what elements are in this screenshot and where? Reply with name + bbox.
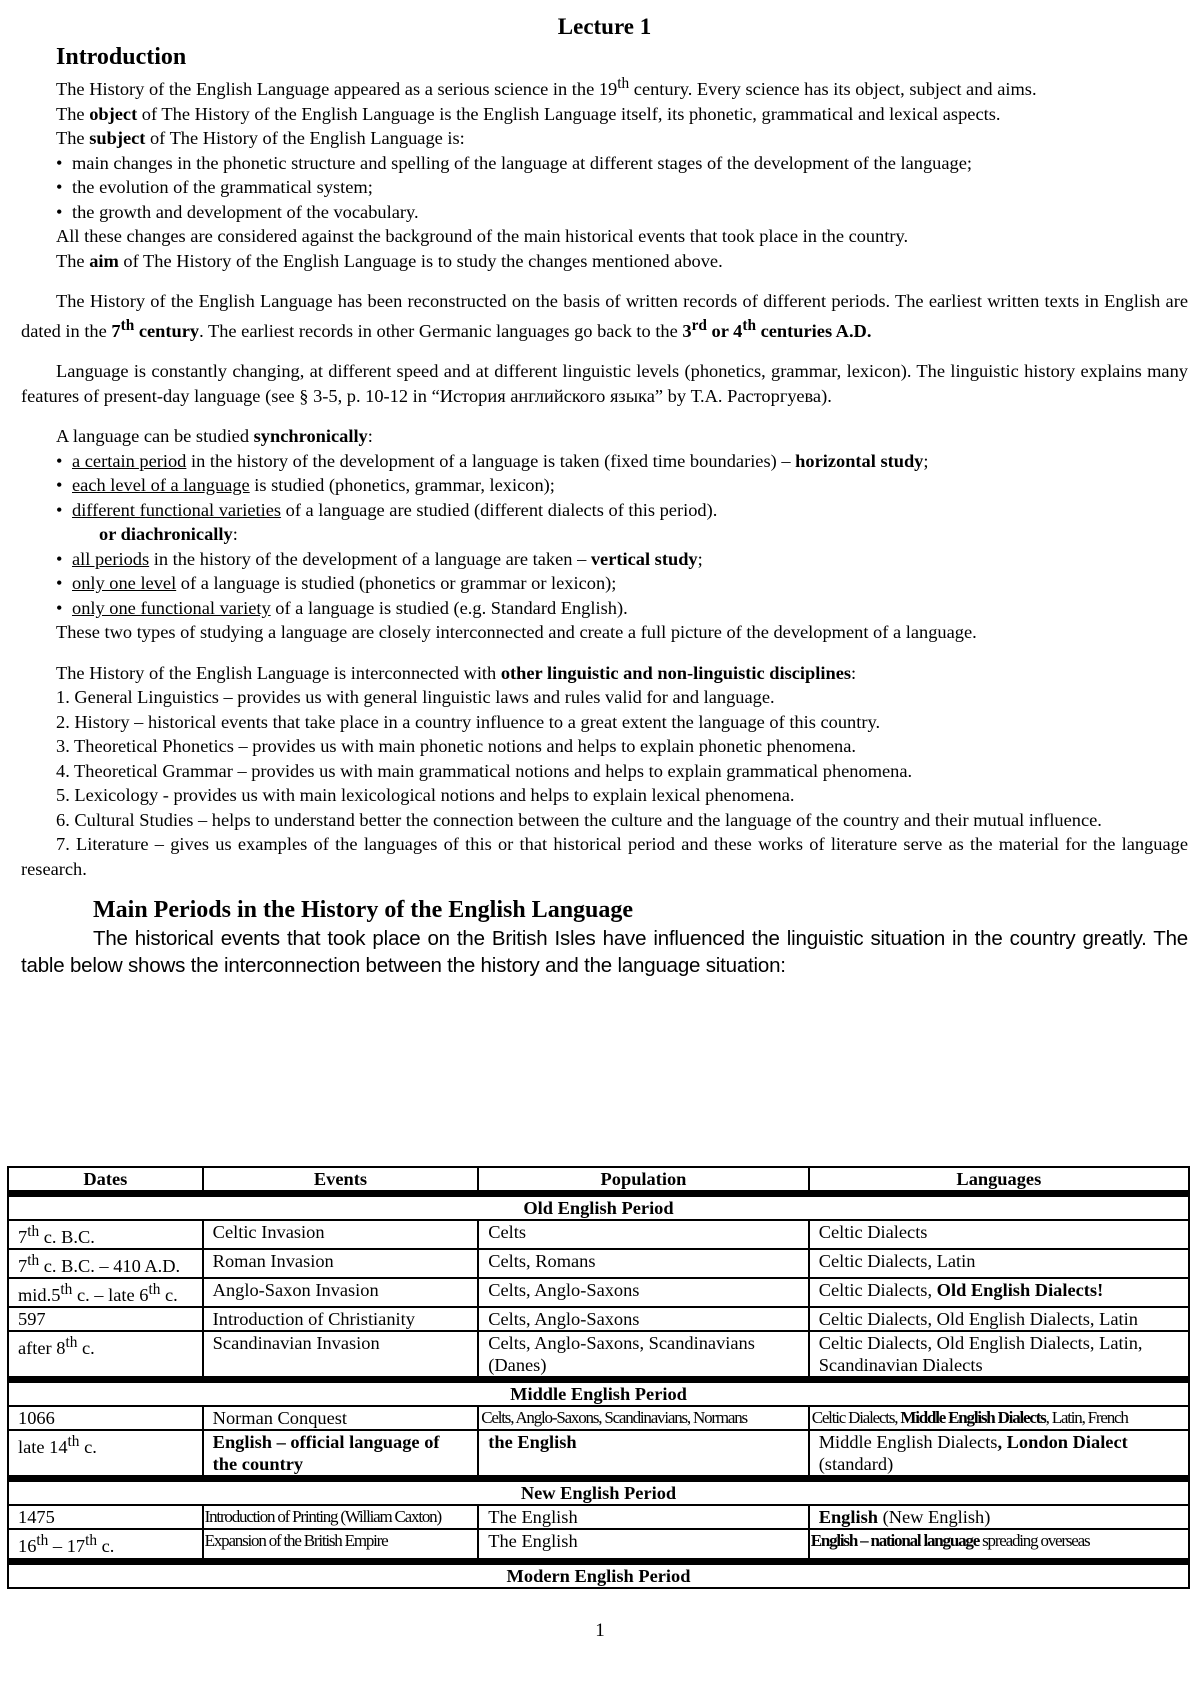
list-item: • only one level of a language is studied (phonetics or grammar or lexicon);: [56, 571, 1188, 596]
table-row: late 14th c. English – official language of the country the English Middle English Dialects, London Dialect (standard): [8, 1430, 1189, 1479]
lecture-title: Lecture 1: [557, 14, 652, 39]
paragraph-disciplines: The History of the English Language is interconnected with other linguistic and non-linguistic disciplines:: [56, 662, 857, 683]
list-item: • each level of a language is studied (phonetics, grammar, lexicon);: [56, 473, 1188, 498]
list-item: • the evolution of the grammatical system;: [56, 175, 1188, 200]
table-row: mid.5th c. – late 6th c. Anglo-Saxon Invasion Celts, Anglo-Saxons Celtic Dialects, Old English Dialects!: [8, 1278, 1189, 1307]
paragraph-written-records: The History of the English Language has been reconstructed on the basis of written records of different periods. The earliest written texts in English are dated in the 7th century. The earliest records in other Germanic languages go back to the 3rd or 4th centuries A.D.: [21, 291, 1188, 341]
synchronic-list: [21, 449, 1188, 523]
column-header-events: Events: [203, 1167, 479, 1194]
period-row-middle-english: Middle English Period: [8, 1380, 1189, 1407]
paragraph-history-science: The History of the English Language appeared as a serious science in the 19th century. Every science has its object, subject and aims.: [56, 75, 1037, 100]
table-row: after 8th c. Scandinavian Invasion Celts, Anglo-Saxons, Scandinavians (Danes) Celtic Dialects, Old English Dialects, Latin, Scandinavian Dialects: [8, 1331, 1189, 1380]
list-item: • different functional varieties of a language are studied (different dialects of this period).: [56, 498, 1188, 523]
column-header-population: Population: [478, 1167, 808, 1194]
list-item: • only one functional variety of a language is studied (e.g. Standard English).: [56, 596, 1188, 621]
discipline-item: 7. Literature – gives us examples of the languages of this or that historical period and these works of literature serve as the material for the language research.: [21, 834, 1188, 879]
paragraph-two-types: These two types of studying a language are closely interconnected and create a full picture of the development of a language.: [56, 622, 977, 643]
list-item: • all periods in the history of the development of a language are taken – vertical study;: [56, 547, 1188, 572]
section-title-introduction: Introduction: [56, 44, 187, 70]
section-title-main-periods: Main Periods in the History of the English Language: [93, 897, 634, 924]
paragraph-diachronically: or diachronically:: [99, 524, 238, 545]
table-row: 7th c. B.C. Celtic Invasion Celts Celtic Dialects: [8, 1220, 1189, 1249]
discipline-item: 5. Lexicology - provides us with main lexicological notions and helps to explain lexical phenomena.: [56, 785, 795, 806]
paragraph-aim: The aim of The History of the English Language is to study the changes mentioned above.: [56, 250, 723, 271]
column-header-languages: Languages: [809, 1167, 1189, 1194]
period-row-old-english: Old English Period: [8, 1194, 1189, 1221]
column-header-dates: Dates: [8, 1167, 203, 1194]
discipline-item: 6. Cultural Studies – helps to understand better the connection between the culture and the language of the country and their mutual influence.: [56, 809, 1102, 830]
list-item: • main changes in the phonetic structure and spelling of the language at different stages of the development of the language;: [56, 151, 1188, 176]
paragraph-subject: The subject of The History of the English Language is:: [56, 128, 465, 149]
document-page: [21, 8, 1188, 979]
discipline-item: 1. General Linguistics – provides us with general linguistic laws and rules valid for and language.: [56, 687, 775, 708]
list-item: • a certain period in the history of the development of a language is taken (fixed time boundaries) – horizontal study;: [56, 449, 1188, 474]
table-row: 1066 Norman Conquest Celts, Anglo-Saxons, Scandinavians, Normans Celtic Dialects, Middle English Dialects, Latin, French: [8, 1406, 1189, 1430]
paragraph-background: All these changes are considered against the background of the main historical events that took place in the country.: [56, 226, 909, 247]
table-row: 597 Introduction of Christianity Celts, Anglo-Saxons Celtic Dialects, Old English Dialects, Latin: [8, 1307, 1189, 1331]
paragraph-synchronically: A language can be studied synchronically:: [56, 426, 373, 447]
page-number: 1: [595, 1620, 605, 1641]
discipline-item: 2. History – historical events that take place in a country influence to a great extent the language of this country.: [56, 711, 881, 732]
table-row: 16th – 17th c. Expansion of the British Empire The English English – national language spreading overseas: [8, 1529, 1189, 1561]
paragraph-object: The object of The History of the English Language is the English Language itself, its phonetic, grammatical and lexical aspects.: [56, 103, 1001, 124]
period-row-new-english: New English Period: [8, 1479, 1189, 1506]
table-row: 1475 Introduction of Printing (William Caxton) The English English (New English): [8, 1505, 1189, 1529]
subject-list: [21, 151, 1188, 225]
paragraph-periods-lead: The historical events that took place on the British Isles have influenced the linguistic situation in the country greatly. The table below shows the interconnection between the history and the language situation:: [21, 927, 1188, 978]
history-table: [7, 1166, 1190, 1589]
period-row-modern-english: Modern English Period: [8, 1561, 1189, 1588]
table-row: 7th c. B.C. – 410 A.D. Roman Invasion Celts, Romans Celtic Dialects, Latin: [8, 1249, 1189, 1278]
discipline-item: 4. Theoretical Grammar – provides us with main grammatical notions and helps to explain grammatical phenomena.: [56, 760, 913, 781]
list-item: • the growth and development of the vocabulary.: [56, 200, 1188, 225]
diachronic-list: [21, 547, 1188, 621]
paragraph-language-changing: Language is constantly changing, at different speed and at different linguistic levels (phonetics, grammar, lexicon). The linguistic history explains many features of present-day language (see § 3-5, p. 10-12 in “История английского языка” by Т.А. Расторгуева).: [21, 361, 1188, 406]
discipline-item: 3. Theoretical Phonetics – provides us with main phonetic notions and helps to explain phonetic phenomena.: [56, 736, 857, 757]
table-header-row: [8, 1167, 1189, 1194]
